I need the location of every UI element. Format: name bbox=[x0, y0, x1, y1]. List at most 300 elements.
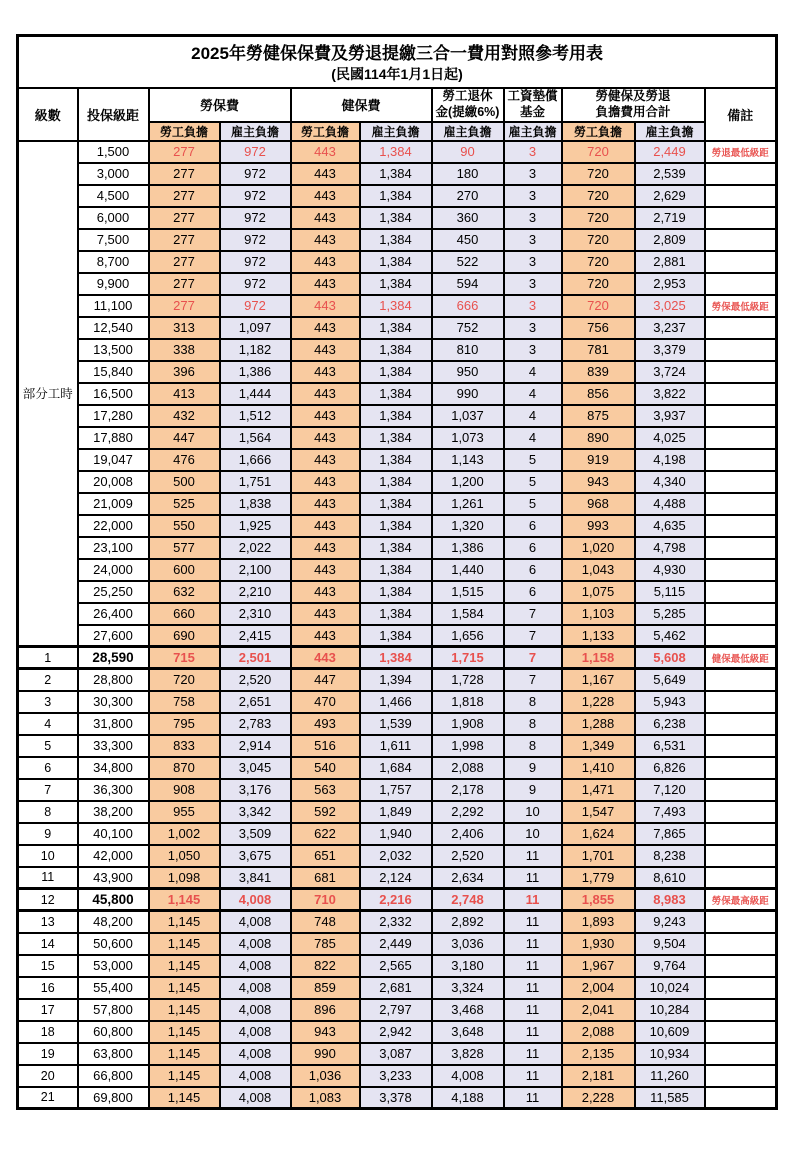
level-cell: 10 bbox=[18, 845, 78, 867]
bracket-cell: 43,900 bbox=[78, 867, 149, 889]
health-employee-cell: 443 bbox=[291, 493, 360, 515]
health-employer-cell: 1,384 bbox=[360, 317, 432, 339]
labor-employer-cell: 2,501 bbox=[220, 647, 291, 669]
health-employer-cell: 1,384 bbox=[360, 295, 432, 317]
health-employee-cell: 443 bbox=[291, 229, 360, 251]
total-employee-cell: 720 bbox=[562, 163, 635, 185]
subheader-wage-fund-employer: 雇主負擔 bbox=[504, 122, 562, 141]
level-cell: 17 bbox=[18, 999, 78, 1021]
table-row bbox=[18, 823, 777, 845]
total-employer-cell: 7,120 bbox=[635, 779, 705, 801]
note-cell bbox=[705, 1043, 777, 1065]
total-employee-cell: 1,158 bbox=[562, 647, 635, 669]
pension-employer-cell: 1,037 bbox=[432, 405, 504, 427]
table-row bbox=[18, 273, 777, 295]
pension-employer-cell: 1,908 bbox=[432, 713, 504, 735]
bracket-cell: 55,400 bbox=[78, 977, 149, 999]
health-employer-cell: 2,942 bbox=[360, 1021, 432, 1043]
total-employee-cell: 1,701 bbox=[562, 845, 635, 867]
labor-employer-cell: 1,097 bbox=[220, 317, 291, 339]
wage-fund-cell: 3 bbox=[504, 251, 562, 273]
note-cell bbox=[705, 537, 777, 559]
header-total bbox=[562, 88, 705, 122]
pension-employer-cell: 1,728 bbox=[432, 669, 504, 691]
level-cell: 12 bbox=[18, 889, 78, 911]
labor-employee-cell: 715 bbox=[149, 647, 220, 669]
labor-employee-cell: 632 bbox=[149, 581, 220, 603]
health-employer-cell: 1,384 bbox=[360, 339, 432, 361]
labor-employee-cell: 277 bbox=[149, 295, 220, 317]
wage-fund-cell: 6 bbox=[504, 537, 562, 559]
table-row bbox=[18, 889, 777, 911]
wage-fund-cell: 6 bbox=[504, 515, 562, 537]
total-employer-cell: 2,449 bbox=[635, 141, 705, 163]
bracket-cell: 21,009 bbox=[78, 493, 149, 515]
health-employer-cell: 1,940 bbox=[360, 823, 432, 845]
pension-employer-cell: 2,178 bbox=[432, 779, 504, 801]
header-wage-fund-line1: 工資墊償 bbox=[507, 88, 558, 103]
note-cell bbox=[705, 163, 777, 185]
header-total-line2: 負擔費用合計 bbox=[595, 104, 671, 119]
total-employee-cell: 2,088 bbox=[562, 1021, 635, 1043]
labor-employer-cell: 3,675 bbox=[220, 845, 291, 867]
header-bracket: 投保級距 bbox=[78, 88, 149, 141]
total-employer-cell: 11,260 bbox=[635, 1065, 705, 1087]
table-row bbox=[18, 801, 777, 823]
health-employer-cell: 1,384 bbox=[360, 471, 432, 493]
total-employer-cell: 8,983 bbox=[635, 889, 705, 911]
title-cell bbox=[18, 36, 777, 88]
health-employee-cell: 710 bbox=[291, 889, 360, 911]
total-employer-cell: 2,809 bbox=[635, 229, 705, 251]
health-employee-cell: 592 bbox=[291, 801, 360, 823]
health-employer-cell: 1,384 bbox=[360, 361, 432, 383]
level-cell: 14 bbox=[18, 933, 78, 955]
health-employee-cell: 443 bbox=[291, 317, 360, 339]
total-employee-cell: 1,043 bbox=[562, 559, 635, 581]
bracket-cell: 53,000 bbox=[78, 955, 149, 977]
wage-fund-cell: 11 bbox=[504, 867, 562, 889]
labor-employee-cell: 1,050 bbox=[149, 845, 220, 867]
wage-fund-cell: 3 bbox=[504, 207, 562, 229]
total-employer-cell: 2,881 bbox=[635, 251, 705, 273]
level-cell: 19 bbox=[18, 1043, 78, 1065]
table-row bbox=[18, 625, 777, 647]
wage-fund-cell: 8 bbox=[504, 713, 562, 735]
note-cell bbox=[705, 603, 777, 625]
pension-employer-cell: 522 bbox=[432, 251, 504, 273]
labor-employer-cell: 1,925 bbox=[220, 515, 291, 537]
total-employee-cell: 720 bbox=[562, 273, 635, 295]
total-employer-cell: 4,798 bbox=[635, 537, 705, 559]
table-row bbox=[18, 845, 777, 867]
note-cell bbox=[705, 383, 777, 405]
labor-employer-cell: 1,182 bbox=[220, 339, 291, 361]
wage-fund-cell: 11 bbox=[504, 955, 562, 977]
pension-employer-cell: 3,828 bbox=[432, 1043, 504, 1065]
labor-employer-cell: 2,651 bbox=[220, 691, 291, 713]
table-row bbox=[18, 603, 777, 625]
health-employee-cell: 447 bbox=[291, 669, 360, 691]
total-employee-cell: 720 bbox=[562, 251, 635, 273]
level-cell: 18 bbox=[18, 1021, 78, 1043]
bracket-cell: 45,800 bbox=[78, 889, 149, 911]
note-cell bbox=[705, 581, 777, 603]
bracket-cell: 42,000 bbox=[78, 845, 149, 867]
subheader-pension-employer: 雇主負擔 bbox=[432, 122, 504, 141]
total-employer-cell: 4,198 bbox=[635, 449, 705, 471]
note-cell bbox=[705, 229, 777, 251]
health-employer-cell: 2,565 bbox=[360, 955, 432, 977]
pension-employer-cell: 2,748 bbox=[432, 889, 504, 911]
total-employer-cell: 5,608 bbox=[635, 647, 705, 669]
health-employer-cell: 1,384 bbox=[360, 515, 432, 537]
pension-employer-cell: 990 bbox=[432, 383, 504, 405]
health-employee-cell: 470 bbox=[291, 691, 360, 713]
total-employer-cell: 5,649 bbox=[635, 669, 705, 691]
wage-fund-cell: 3 bbox=[504, 185, 562, 207]
labor-employee-cell: 550 bbox=[149, 515, 220, 537]
table-row bbox=[18, 185, 777, 207]
health-employer-cell: 1,384 bbox=[360, 141, 432, 163]
level-cell: 4 bbox=[18, 713, 78, 735]
labor-employee-cell: 908 bbox=[149, 779, 220, 801]
labor-employee-cell: 1,145 bbox=[149, 999, 220, 1021]
total-employee-cell: 1,930 bbox=[562, 933, 635, 955]
bracket-cell: 4,500 bbox=[78, 185, 149, 207]
health-employer-cell: 1,384 bbox=[360, 647, 432, 669]
labor-employer-cell: 3,342 bbox=[220, 801, 291, 823]
health-employee-cell: 943 bbox=[291, 1021, 360, 1043]
level-cell: 7 bbox=[18, 779, 78, 801]
total-employee-cell: 1,855 bbox=[562, 889, 635, 911]
level-cell: 15 bbox=[18, 955, 78, 977]
level-cell: 13 bbox=[18, 911, 78, 933]
labor-employee-cell: 1,145 bbox=[149, 1065, 220, 1087]
pension-employer-cell: 2,292 bbox=[432, 801, 504, 823]
health-employee-cell: 516 bbox=[291, 735, 360, 757]
health-employee-cell: 443 bbox=[291, 581, 360, 603]
health-employee-cell: 443 bbox=[291, 515, 360, 537]
labor-employer-cell: 4,008 bbox=[220, 955, 291, 977]
labor-employer-cell: 972 bbox=[220, 185, 291, 207]
bracket-cell: 60,800 bbox=[78, 1021, 149, 1043]
labor-employer-cell: 2,783 bbox=[220, 713, 291, 735]
health-employer-cell: 1,384 bbox=[360, 405, 432, 427]
total-employee-cell: 2,228 bbox=[562, 1087, 635, 1109]
total-employee-cell: 1,133 bbox=[562, 625, 635, 647]
total-employee-cell: 1,103 bbox=[562, 603, 635, 625]
note-cell: 勞保最低級距 bbox=[705, 295, 777, 317]
total-employer-cell: 3,724 bbox=[635, 361, 705, 383]
labor-employee-cell: 277 bbox=[149, 185, 220, 207]
wage-fund-cell: 6 bbox=[504, 559, 562, 581]
pension-employer-cell: 594 bbox=[432, 273, 504, 295]
total-employee-cell: 1,020 bbox=[562, 537, 635, 559]
labor-employee-cell: 277 bbox=[149, 273, 220, 295]
labor-employer-cell: 972 bbox=[220, 141, 291, 163]
health-employee-cell: 443 bbox=[291, 273, 360, 295]
note-cell bbox=[705, 559, 777, 581]
table-row bbox=[18, 691, 777, 713]
labor-employer-cell: 1,386 bbox=[220, 361, 291, 383]
health-employee-cell: 443 bbox=[291, 383, 360, 405]
labor-employee-cell: 1,098 bbox=[149, 867, 220, 889]
note-cell: 勞保最高級距 bbox=[705, 889, 777, 911]
table-row bbox=[18, 955, 777, 977]
table-row bbox=[18, 229, 777, 251]
health-employee-cell: 990 bbox=[291, 1043, 360, 1065]
health-employee-cell: 443 bbox=[291, 361, 360, 383]
subheader-total-employee: 勞工負擔 bbox=[562, 122, 635, 141]
labor-employer-cell: 972 bbox=[220, 229, 291, 251]
wage-fund-cell: 4 bbox=[504, 427, 562, 449]
table-row bbox=[18, 977, 777, 999]
table-row bbox=[18, 339, 777, 361]
table-row bbox=[18, 757, 777, 779]
total-employer-cell: 3,237 bbox=[635, 317, 705, 339]
table-row bbox=[18, 361, 777, 383]
wage-fund-cell: 11 bbox=[504, 1021, 562, 1043]
health-employee-cell: 748 bbox=[291, 911, 360, 933]
total-employer-cell: 3,379 bbox=[635, 339, 705, 361]
note-cell bbox=[705, 691, 777, 713]
table-row bbox=[18, 1065, 777, 1087]
wage-fund-cell: 3 bbox=[504, 295, 562, 317]
table-row bbox=[18, 493, 777, 515]
pension-employer-cell: 1,998 bbox=[432, 735, 504, 757]
note-cell bbox=[705, 867, 777, 889]
total-employee-cell: 919 bbox=[562, 449, 635, 471]
health-employee-cell: 443 bbox=[291, 647, 360, 669]
health-employer-cell: 1,539 bbox=[360, 713, 432, 735]
labor-employer-cell: 2,022 bbox=[220, 537, 291, 559]
health-employee-cell: 443 bbox=[291, 251, 360, 273]
bracket-cell: 34,800 bbox=[78, 757, 149, 779]
labor-employee-cell: 1,145 bbox=[149, 955, 220, 977]
table-body bbox=[18, 141, 777, 1109]
total-employer-cell: 9,504 bbox=[635, 933, 705, 955]
pension-employer-cell: 666 bbox=[432, 295, 504, 317]
labor-employer-cell: 1,512 bbox=[220, 405, 291, 427]
note-cell: 勞退最低級距 bbox=[705, 141, 777, 163]
bracket-cell: 3,000 bbox=[78, 163, 149, 185]
health-employee-cell: 443 bbox=[291, 537, 360, 559]
bracket-cell: 25,250 bbox=[78, 581, 149, 603]
labor-employee-cell: 955 bbox=[149, 801, 220, 823]
health-employer-cell: 2,449 bbox=[360, 933, 432, 955]
wage-fund-cell: 11 bbox=[504, 1087, 562, 1109]
total-employee-cell: 1,779 bbox=[562, 867, 635, 889]
level-cell-part-time: 部分工時 bbox=[18, 141, 78, 647]
wage-fund-cell: 5 bbox=[504, 493, 562, 515]
note-cell bbox=[705, 449, 777, 471]
table-row bbox=[18, 713, 777, 735]
labor-employer-cell: 4,008 bbox=[220, 999, 291, 1021]
health-employer-cell: 1,384 bbox=[360, 537, 432, 559]
bracket-cell: 8,700 bbox=[78, 251, 149, 273]
labor-employee-cell: 447 bbox=[149, 427, 220, 449]
total-employer-cell: 7,493 bbox=[635, 801, 705, 823]
bracket-cell: 57,800 bbox=[78, 999, 149, 1021]
note-cell bbox=[705, 185, 777, 207]
labor-employee-cell: 1,002 bbox=[149, 823, 220, 845]
pension-employer-cell: 2,892 bbox=[432, 911, 504, 933]
total-employer-cell: 8,238 bbox=[635, 845, 705, 867]
health-employee-cell: 622 bbox=[291, 823, 360, 845]
health-employer-cell: 2,332 bbox=[360, 911, 432, 933]
note-cell bbox=[705, 823, 777, 845]
note-cell bbox=[705, 669, 777, 691]
total-employer-cell: 8,610 bbox=[635, 867, 705, 889]
health-employer-cell: 3,378 bbox=[360, 1087, 432, 1109]
subheader-total-employer: 雇主負擔 bbox=[635, 122, 705, 141]
labor-employer-cell: 3,176 bbox=[220, 779, 291, 801]
pension-employer-cell: 1,715 bbox=[432, 647, 504, 669]
table-row bbox=[18, 405, 777, 427]
health-employee-cell: 822 bbox=[291, 955, 360, 977]
note-cell bbox=[705, 339, 777, 361]
health-employer-cell: 1,384 bbox=[360, 559, 432, 581]
health-employer-cell: 1,757 bbox=[360, 779, 432, 801]
total-employee-cell: 875 bbox=[562, 405, 635, 427]
wage-fund-cell: 4 bbox=[504, 361, 562, 383]
total-employee-cell: 1,624 bbox=[562, 823, 635, 845]
health-employer-cell: 1,384 bbox=[360, 185, 432, 207]
table-row bbox=[18, 471, 777, 493]
pension-employer-cell: 1,320 bbox=[432, 515, 504, 537]
bracket-cell: 20,008 bbox=[78, 471, 149, 493]
note-cell bbox=[705, 361, 777, 383]
health-employer-cell: 1,384 bbox=[360, 383, 432, 405]
labor-employer-cell: 972 bbox=[220, 163, 291, 185]
labor-employer-cell: 4,008 bbox=[220, 1065, 291, 1087]
total-employer-cell: 6,238 bbox=[635, 713, 705, 735]
level-cell: 5 bbox=[18, 735, 78, 757]
pension-employer-cell: 2,406 bbox=[432, 823, 504, 845]
labor-employee-cell: 758 bbox=[149, 691, 220, 713]
health-employee-cell: 859 bbox=[291, 977, 360, 999]
level-cell: 21 bbox=[18, 1087, 78, 1109]
wage-fund-cell: 7 bbox=[504, 625, 562, 647]
total-employer-cell: 10,024 bbox=[635, 977, 705, 999]
pension-employer-cell: 3,036 bbox=[432, 933, 504, 955]
health-employee-cell: 785 bbox=[291, 933, 360, 955]
note-cell bbox=[705, 1065, 777, 1087]
health-employee-cell: 493 bbox=[291, 713, 360, 735]
note-cell bbox=[705, 955, 777, 977]
total-employer-cell: 3,937 bbox=[635, 405, 705, 427]
health-employee-cell: 443 bbox=[291, 295, 360, 317]
total-employer-cell: 3,025 bbox=[635, 295, 705, 317]
table-row bbox=[18, 911, 777, 933]
page-title: 2025年勞健保保費及勞退提繳三合一費用對照參考用表 bbox=[191, 44, 603, 64]
wage-fund-cell: 7 bbox=[504, 603, 562, 625]
note-cell bbox=[705, 713, 777, 735]
note-cell bbox=[705, 493, 777, 515]
health-employee-cell: 443 bbox=[291, 427, 360, 449]
labor-employer-cell: 1,838 bbox=[220, 493, 291, 515]
labor-employee-cell: 577 bbox=[149, 537, 220, 559]
bracket-cell: 30,300 bbox=[78, 691, 149, 713]
wage-fund-cell: 4 bbox=[504, 405, 562, 427]
labor-employer-cell: 972 bbox=[220, 273, 291, 295]
note-cell bbox=[705, 405, 777, 427]
labor-employer-cell: 3,509 bbox=[220, 823, 291, 845]
labor-employer-cell: 4,008 bbox=[220, 1021, 291, 1043]
bracket-cell: 11,100 bbox=[78, 295, 149, 317]
header-pension-line1: 勞工退休 bbox=[442, 88, 493, 103]
health-employer-cell: 1,384 bbox=[360, 273, 432, 295]
wage-fund-cell: 5 bbox=[504, 471, 562, 493]
note-cell bbox=[705, 273, 777, 295]
labor-employer-cell: 972 bbox=[220, 207, 291, 229]
note-cell bbox=[705, 515, 777, 537]
wage-fund-cell: 3 bbox=[504, 163, 562, 185]
level-cell: 16 bbox=[18, 977, 78, 999]
health-employer-cell: 1,684 bbox=[360, 757, 432, 779]
bracket-cell: 38,200 bbox=[78, 801, 149, 823]
health-employee-cell: 443 bbox=[291, 405, 360, 427]
labor-employee-cell: 500 bbox=[149, 471, 220, 493]
labor-employee-cell: 690 bbox=[149, 625, 220, 647]
total-employee-cell: 720 bbox=[562, 295, 635, 317]
note-cell bbox=[705, 207, 777, 229]
subheader-labor-employee: 勞工負擔 bbox=[149, 122, 220, 141]
total-employer-cell: 2,629 bbox=[635, 185, 705, 207]
labor-employee-cell: 1,145 bbox=[149, 1021, 220, 1043]
table-row bbox=[18, 537, 777, 559]
bracket-cell: 7,500 bbox=[78, 229, 149, 251]
total-employer-cell: 4,340 bbox=[635, 471, 705, 493]
pension-employer-cell: 360 bbox=[432, 207, 504, 229]
labor-employee-cell: 432 bbox=[149, 405, 220, 427]
pension-employer-cell: 1,440 bbox=[432, 559, 504, 581]
labor-employee-cell: 277 bbox=[149, 207, 220, 229]
page-subtitle: (民國114年1月1日起) bbox=[331, 65, 463, 82]
total-employer-cell: 10,934 bbox=[635, 1043, 705, 1065]
labor-employer-cell: 3,045 bbox=[220, 757, 291, 779]
pension-employer-cell: 3,648 bbox=[432, 1021, 504, 1043]
health-employee-cell: 443 bbox=[291, 163, 360, 185]
premium-reference-table bbox=[16, 34, 778, 1110]
header-wage-fund-line2: 基金 bbox=[519, 104, 545, 119]
table-row bbox=[18, 1043, 777, 1065]
labor-employer-cell: 3,841 bbox=[220, 867, 291, 889]
level-cell: 6 bbox=[18, 757, 78, 779]
total-employee-cell: 2,181 bbox=[562, 1065, 635, 1087]
note-cell bbox=[705, 625, 777, 647]
wage-fund-cell: 11 bbox=[504, 1043, 562, 1065]
wage-fund-cell: 3 bbox=[504, 339, 562, 361]
bracket-cell: 40,100 bbox=[78, 823, 149, 845]
bracket-cell: 36,300 bbox=[78, 779, 149, 801]
bracket-cell: 12,540 bbox=[78, 317, 149, 339]
bracket-cell: 24,000 bbox=[78, 559, 149, 581]
labor-employee-cell: 1,145 bbox=[149, 977, 220, 999]
health-employer-cell: 1,384 bbox=[360, 449, 432, 471]
pension-employer-cell: 752 bbox=[432, 317, 504, 339]
health-employer-cell: 2,797 bbox=[360, 999, 432, 1021]
note-cell bbox=[705, 977, 777, 999]
labor-employer-cell: 2,914 bbox=[220, 735, 291, 757]
health-employer-cell: 1,384 bbox=[360, 207, 432, 229]
labor-employee-cell: 833 bbox=[149, 735, 220, 757]
health-employee-cell: 443 bbox=[291, 141, 360, 163]
total-employer-cell: 6,531 bbox=[635, 735, 705, 757]
labor-employee-cell: 1,145 bbox=[149, 1087, 220, 1109]
total-employee-cell: 1,967 bbox=[562, 955, 635, 977]
